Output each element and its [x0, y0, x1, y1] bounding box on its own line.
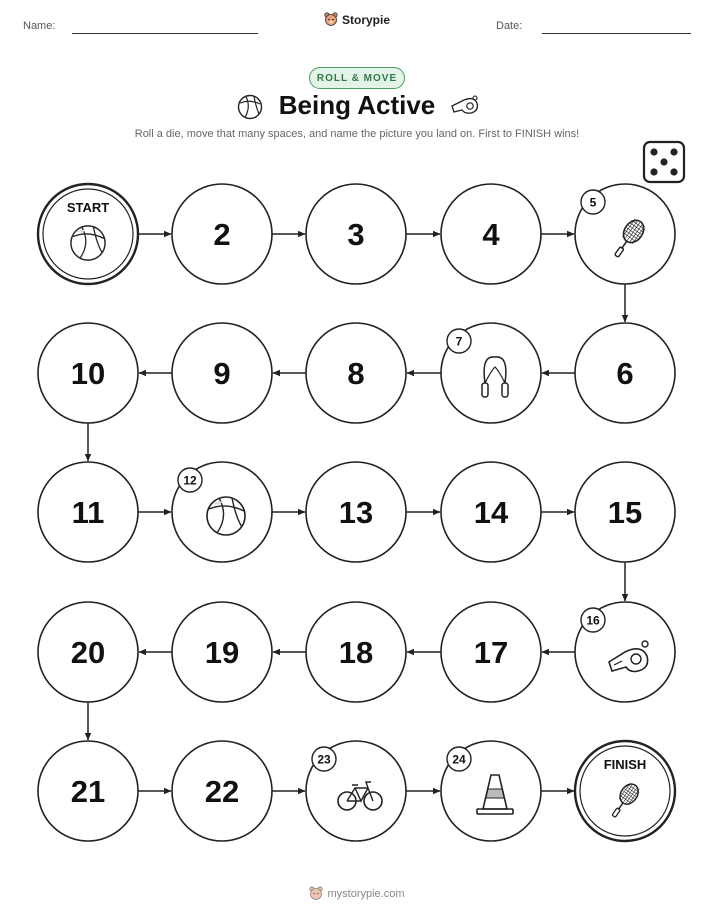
board-space-17[interactable]: [441, 602, 541, 702]
board-space-2[interactable]: [172, 184, 272, 284]
board-space-5[interactable]: [575, 184, 675, 284]
space-number: 19: [204, 635, 240, 670]
board-space-14[interactable]: [441, 462, 541, 562]
space-number: 13: [338, 495, 374, 530]
space-number: 15: [607, 495, 643, 530]
board-space-11[interactable]: [38, 462, 138, 562]
space-number: 20: [70, 635, 106, 670]
board-space-24[interactable]: [441, 741, 541, 841]
board-space-21[interactable]: [38, 741, 138, 841]
board-space-3[interactable]: [306, 184, 406, 284]
space-number: 9: [213, 356, 231, 391]
space-number: 16: [586, 613, 600, 628]
space-label: FINISH: [603, 757, 647, 772]
space-number: 4: [482, 217, 500, 252]
space-number: 8: [347, 356, 365, 391]
bear-icon: [309, 886, 323, 902]
board-space-20[interactable]: [38, 602, 138, 702]
board-space-16[interactable]: [575, 602, 675, 702]
board-space-25[interactable]: [575, 741, 675, 841]
footer-url: mystorypie.com: [327, 888, 405, 900]
board-space-18[interactable]: [306, 602, 406, 702]
page-title: Being Active: [278, 90, 436, 120]
space-number: 22: [204, 774, 240, 809]
board-space-10[interactable]: [38, 323, 138, 423]
brand-name: Storypie: [342, 13, 391, 27]
board-space-22[interactable]: [172, 741, 272, 841]
date-label: Date:: [496, 20, 523, 32]
board-space-9[interactable]: [172, 323, 272, 423]
instructions-text: Roll a die, move that many spaces, and name the picture you land on. First to FINISH wins!: [134, 128, 580, 140]
category-badge: ROLL & MOVE: [309, 67, 405, 89]
board-space-1[interactable]: [38, 184, 138, 284]
name-label: Name:: [23, 20, 56, 32]
space-number: 6: [616, 356, 634, 391]
board-space-8[interactable]: [306, 323, 406, 423]
space-number: 24: [452, 752, 466, 767]
board-space-12[interactable]: [172, 462, 272, 562]
board-space-6[interactable]: [575, 323, 675, 423]
space-label: START: [66, 200, 110, 215]
space-number: 14: [473, 495, 509, 530]
space-number: 21: [70, 774, 106, 809]
space-number: 11: [71, 495, 105, 530]
board-space-19[interactable]: [172, 602, 272, 702]
space-number: 23: [317, 752, 331, 767]
space-number: 2: [213, 217, 231, 252]
space-number: 10: [70, 356, 106, 391]
board-space-7[interactable]: [441, 323, 541, 423]
space-number: 3: [347, 217, 365, 252]
dice-five-icon: [644, 142, 684, 182]
space-number: 17: [473, 635, 509, 670]
board-space-23[interactable]: [306, 741, 406, 841]
board-space-4[interactable]: [441, 184, 541, 284]
space-number: 18: [338, 635, 374, 670]
board-space-15[interactable]: [575, 462, 675, 562]
footer: [0, 886, 714, 902]
space-number: 7: [455, 334, 463, 349]
board-space-13[interactable]: [306, 462, 406, 562]
space-number: 5: [589, 195, 597, 210]
space-number: 12: [183, 473, 197, 488]
